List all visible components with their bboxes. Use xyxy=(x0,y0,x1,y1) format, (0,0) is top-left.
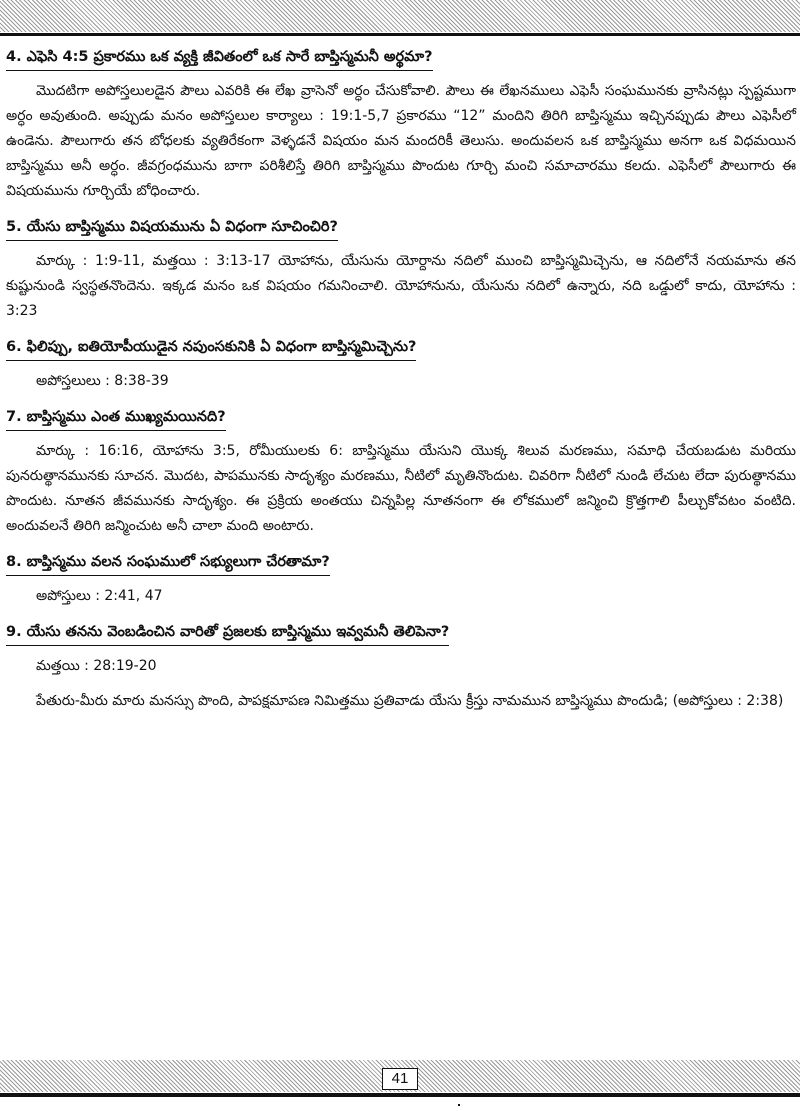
section-q4 xyxy=(6,46,796,204)
section-q5 xyxy=(6,216,796,324)
scan-speck xyxy=(458,1104,460,1106)
question-heading: 5. యేసు బాప్తిస్మము విషయమును ఏ విధంగా సూచించిరి? xyxy=(6,216,338,241)
header-rule xyxy=(0,33,800,36)
answer-paragraph: మొదటిగా అపోస్తలులడైన పౌలు ఎవరికి ఈ లేఖ వ్రాసెనో అర్ధం చేసుకోవాలి. పౌలు ఈ లేఖనములు ఎఫెసీ సంఘమునకు వ్రాసినట్లు స్పష్టముగా అర్ధం అవుతుంది. అప్పుడు మనం అపోస్తలుల కార్యాలు : 19:1-5,7 ప్రకారము “12” మందిని తిరిగి బాప్తిస్మము ఇచ్చినప్పుడు పౌలు ఎఫెసీలో ఉండెను. పౌలుగారు తన బోధలకు వ్యతిరేకంగా వెళ్ళడనే విషయం మన మందరికీ తెలుసు. అందువలన ఒక బాప్తిస్మము అనగా ఒక విధమయిన బాప్తిస్మము అనీ అర్ధం. జీవగ్రంధమును బాగా పరిశీలిస్తే తిరిగి బాప్తిస్మము పొందుట గూర్చి మంచి సమాచారము కలదు. ఎఫెసీలో పౌలుగారు ఈ విషయమును గూర్చియే బోధించారు. xyxy=(6,83,796,199)
question-heading: 9. యేసు తనను వెంబడించిన వారితో ప్రజలకు బాప్తిస్మము ఇవ్వమనీ తెలిపెనా? xyxy=(6,621,449,646)
question-heading: 6. ఫిలిప్పు, ఐతియోపీయుడైన నపుంసకునికి ఏ విధంగా బాప్తిస్మమిచ్చెను? xyxy=(6,336,416,361)
section-q8 xyxy=(6,551,796,609)
section-q7 xyxy=(6,406,796,539)
answer-paragraph: మార్కు : 1:9-11, మత్తయి : 3:13-17 యోహాను, యేసును యోర్దాను నదిలో ముంచి బాప్తిస్మమిచ్చెను, ఆ నదిలోనే నయమాను తన కుష్టునుండి స్వస్థతనొందెను. ఇక్కడ మనం ఒక విషయం గమనించాలి. యోహానును, యేసును నదిలో ఉన్నారు, నది ఒడ్డులో కాదు, యోహాను : 3:23 xyxy=(6,253,796,319)
section-q6 xyxy=(6,336,796,394)
question-heading: 8. బాప్తిస్మము వలన సంఘములో సభ్యులుగా చేరతామా? xyxy=(6,551,330,576)
answer-paragraph: మత్తయి : 28:19-20 xyxy=(36,658,157,674)
question-heading: 7. బాప్తిస్మము ఎంత ముఖ్యమయినది? xyxy=(6,406,226,431)
footer-rule xyxy=(0,1093,800,1097)
page-content xyxy=(6,46,796,726)
page-number: 41 xyxy=(382,1068,418,1090)
answer-paragraph: అపోస్తలులు : 8:38-39 xyxy=(36,373,169,389)
answer-paragraph: అపోస్తులు : 2:41, 47 xyxy=(36,588,163,604)
question-heading: 4. ఎఫెసి 4:5 ప్రకారము ఒక వ్యక్తి జీవితంలో ఒక సారే బాప్తిస్మమనీ అర్థమా? xyxy=(6,46,433,71)
answer-paragraph: పేతురు-మీరు మారు మనస్సు పొంది, పాపక్షమాపణ నిమిత్తము ప్రతివాడు యేసు క్రీస్తు నామమున బాప్తిస్మము పొందుడి; (అపోస్తులు : 2:38) xyxy=(36,693,784,709)
section-q9 xyxy=(6,621,796,714)
header-hatch-band xyxy=(0,0,800,32)
answer-paragraph: మార్కు : 16:16, యోహాను 3:5, రోమీయులకు 6: బాప్తిస్మము యేసుని యొక్క శిలువ మరణము, సమాధి చేయబడుట మరియు పునరుత్థానమునకు సూచన. మొదట, పాపమునకు సాదృశ్యం మరణము, నీటిలో మృతినొందుట. చివరిగా నీటిలో నుండి లేచుట లేదా పురుత్థానము పొందుట. నూతన జీవమునకు సాదృశ్యం. ఈ ప్రక్రియ అంతయు చిన్నపిల్ల నూతనంగా ఈ లోకములో జన్మించి క్రొత్తగాలి పీల్చుకోవటం వంటిది. అందువలనే తిరిగి జన్మించుట అనీ చాలా మంది అంటారు. xyxy=(6,443,796,534)
